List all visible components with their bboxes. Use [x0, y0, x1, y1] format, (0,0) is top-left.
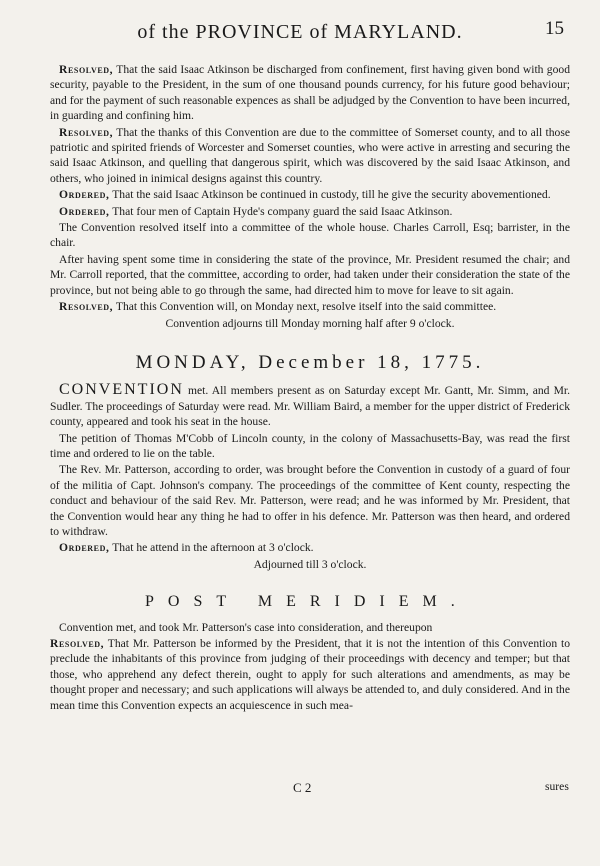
lead-word: Resolved, — [59, 63, 114, 76]
paragraph — [50, 540, 570, 555]
page-header — [0, 18, 600, 48]
adjournment-line: Convention adjourns till Monday morning half after 9 o'clock. — [165, 316, 455, 330]
lead-word: Resolved, — [50, 637, 105, 650]
paragraph — [50, 299, 570, 314]
paragraph: The petition of Thomas M'Cobb of Lincoln county, in the colony of Massachusetts-Bay, was read the first time and ordered to lie on the table. — [50, 431, 570, 460]
lead-word: Resolved, — [59, 300, 114, 314]
paragraph: The Rev. Mr. Patterson, according to order, was brought before the Convention in custody of a guard of four of the militia of Capt. Johnson's company. The proceedings of the committee of Kent county, respecting the conduct and behaviour of the said Rev. Mr. Patterson, were read; and he was informed by Mr. President, that the Convention would hear any thing he had to offer in his defence. Mr. Patterson was then heard, and ordered to withdraw. — [50, 463, 570, 538]
paragraph-text: That four men of Captain Hyde's company guard the said Isaac Atkinson. — [109, 204, 453, 218]
lead-word: Ordered, — [59, 204, 110, 218]
running-title: of the PROVINCE of MARYLAND. — [137, 21, 463, 43]
paragraph-text: That the thanks of this Convention are due to the committee of Somerset county, and to all those patriotic and spirited friends of Worcester and Somerset counties, who were active in arresting and securing the said Isaac Atkinson, and quelling that dangerous spirit, which was discovered by the said Isaac Atkinson, and others, who joined in inimical designs against this country. — [50, 125, 570, 185]
adjournment-line: Adjourned till 3 o'clock. — [253, 557, 367, 571]
paragraph — [50, 382, 570, 429]
paragraph — [50, 187, 570, 202]
body-text — [50, 62, 570, 714]
catchword: sures — [545, 780, 569, 793]
paragraph-text: That he attend in the afternoon at 3 o'clock. — [109, 541, 314, 555]
paragraph: The Convention resolved itself into a committee of the whole house. Charles Carroll, Esq; barrister, in the chair. — [50, 221, 570, 250]
paragraph: After having spent some time in considering the state of the province, Mr. President resumed the chair; and Mr. Carroll reported, that the committee, according to order, had taken under their consideration the state of the province, but not being able to go through the same, had directed him to move for leave to sit again. — [50, 252, 570, 297]
paragraph-text: That Mr. Patterson be informed by the President, that it is not the intention of this Convention to preclude the inhabitants of this province from judging of their proceedings with decency and temper; but that those, who apprehend any defect therein, ought to apply for such alterations and amendments, as may be thought proper and necessary; and such applications will always be attended to, and duly considered. And in the mean time this Convention expects an acquiescence in such mea- — [50, 637, 570, 712]
paragraph — [50, 204, 570, 219]
lead-word: CONVENTION — [59, 381, 184, 399]
lead-word: Ordered, — [59, 188, 110, 202]
signature-mark: C 2 — [293, 780, 312, 795]
paragraph-text: That the said Isaac Atkinson be discharged from confinement, first having given bond with good security, payable to the President, in the sum of one thousand pounds currency, for his future good behaviour; and for the payment of such reasonable expences as shall be adjudged by the Convention to have been incurred, in guarding and confining him. — [50, 63, 570, 123]
paragraph — [50, 125, 570, 187]
paragraph — [50, 636, 570, 713]
lead-word: Resolved, — [59, 125, 114, 139]
post-meridiem-heading: POST MERIDIEM. — [145, 593, 469, 611]
paragraph-text: That this Convention will, on Monday next, resolve itself into the said committee. — [113, 300, 497, 314]
date-heading: MONDAY, December 18, 1775. — [135, 351, 485, 373]
paragraph: Convention met, and took Mr. Patterson's case into consideration, and thereupon — [59, 620, 433, 634]
lead-word: Ordered, — [59, 541, 110, 555]
paragraph — [50, 62, 570, 124]
paragraph-text: met. All members present as on Saturday except Mr. Gantt, Mr. Simm, and Mr. Sudler. The proceedings of Saturday were read. Mr. William Baird, a member for the upper district of Frederick county, appeared and took his seat in the house. — [50, 384, 570, 429]
paragraph-text: That the said Isaac Atkinson be continued in custody, till he give the security abovementioned. — [109, 188, 551, 202]
page-number: 15 — [545, 18, 564, 39]
